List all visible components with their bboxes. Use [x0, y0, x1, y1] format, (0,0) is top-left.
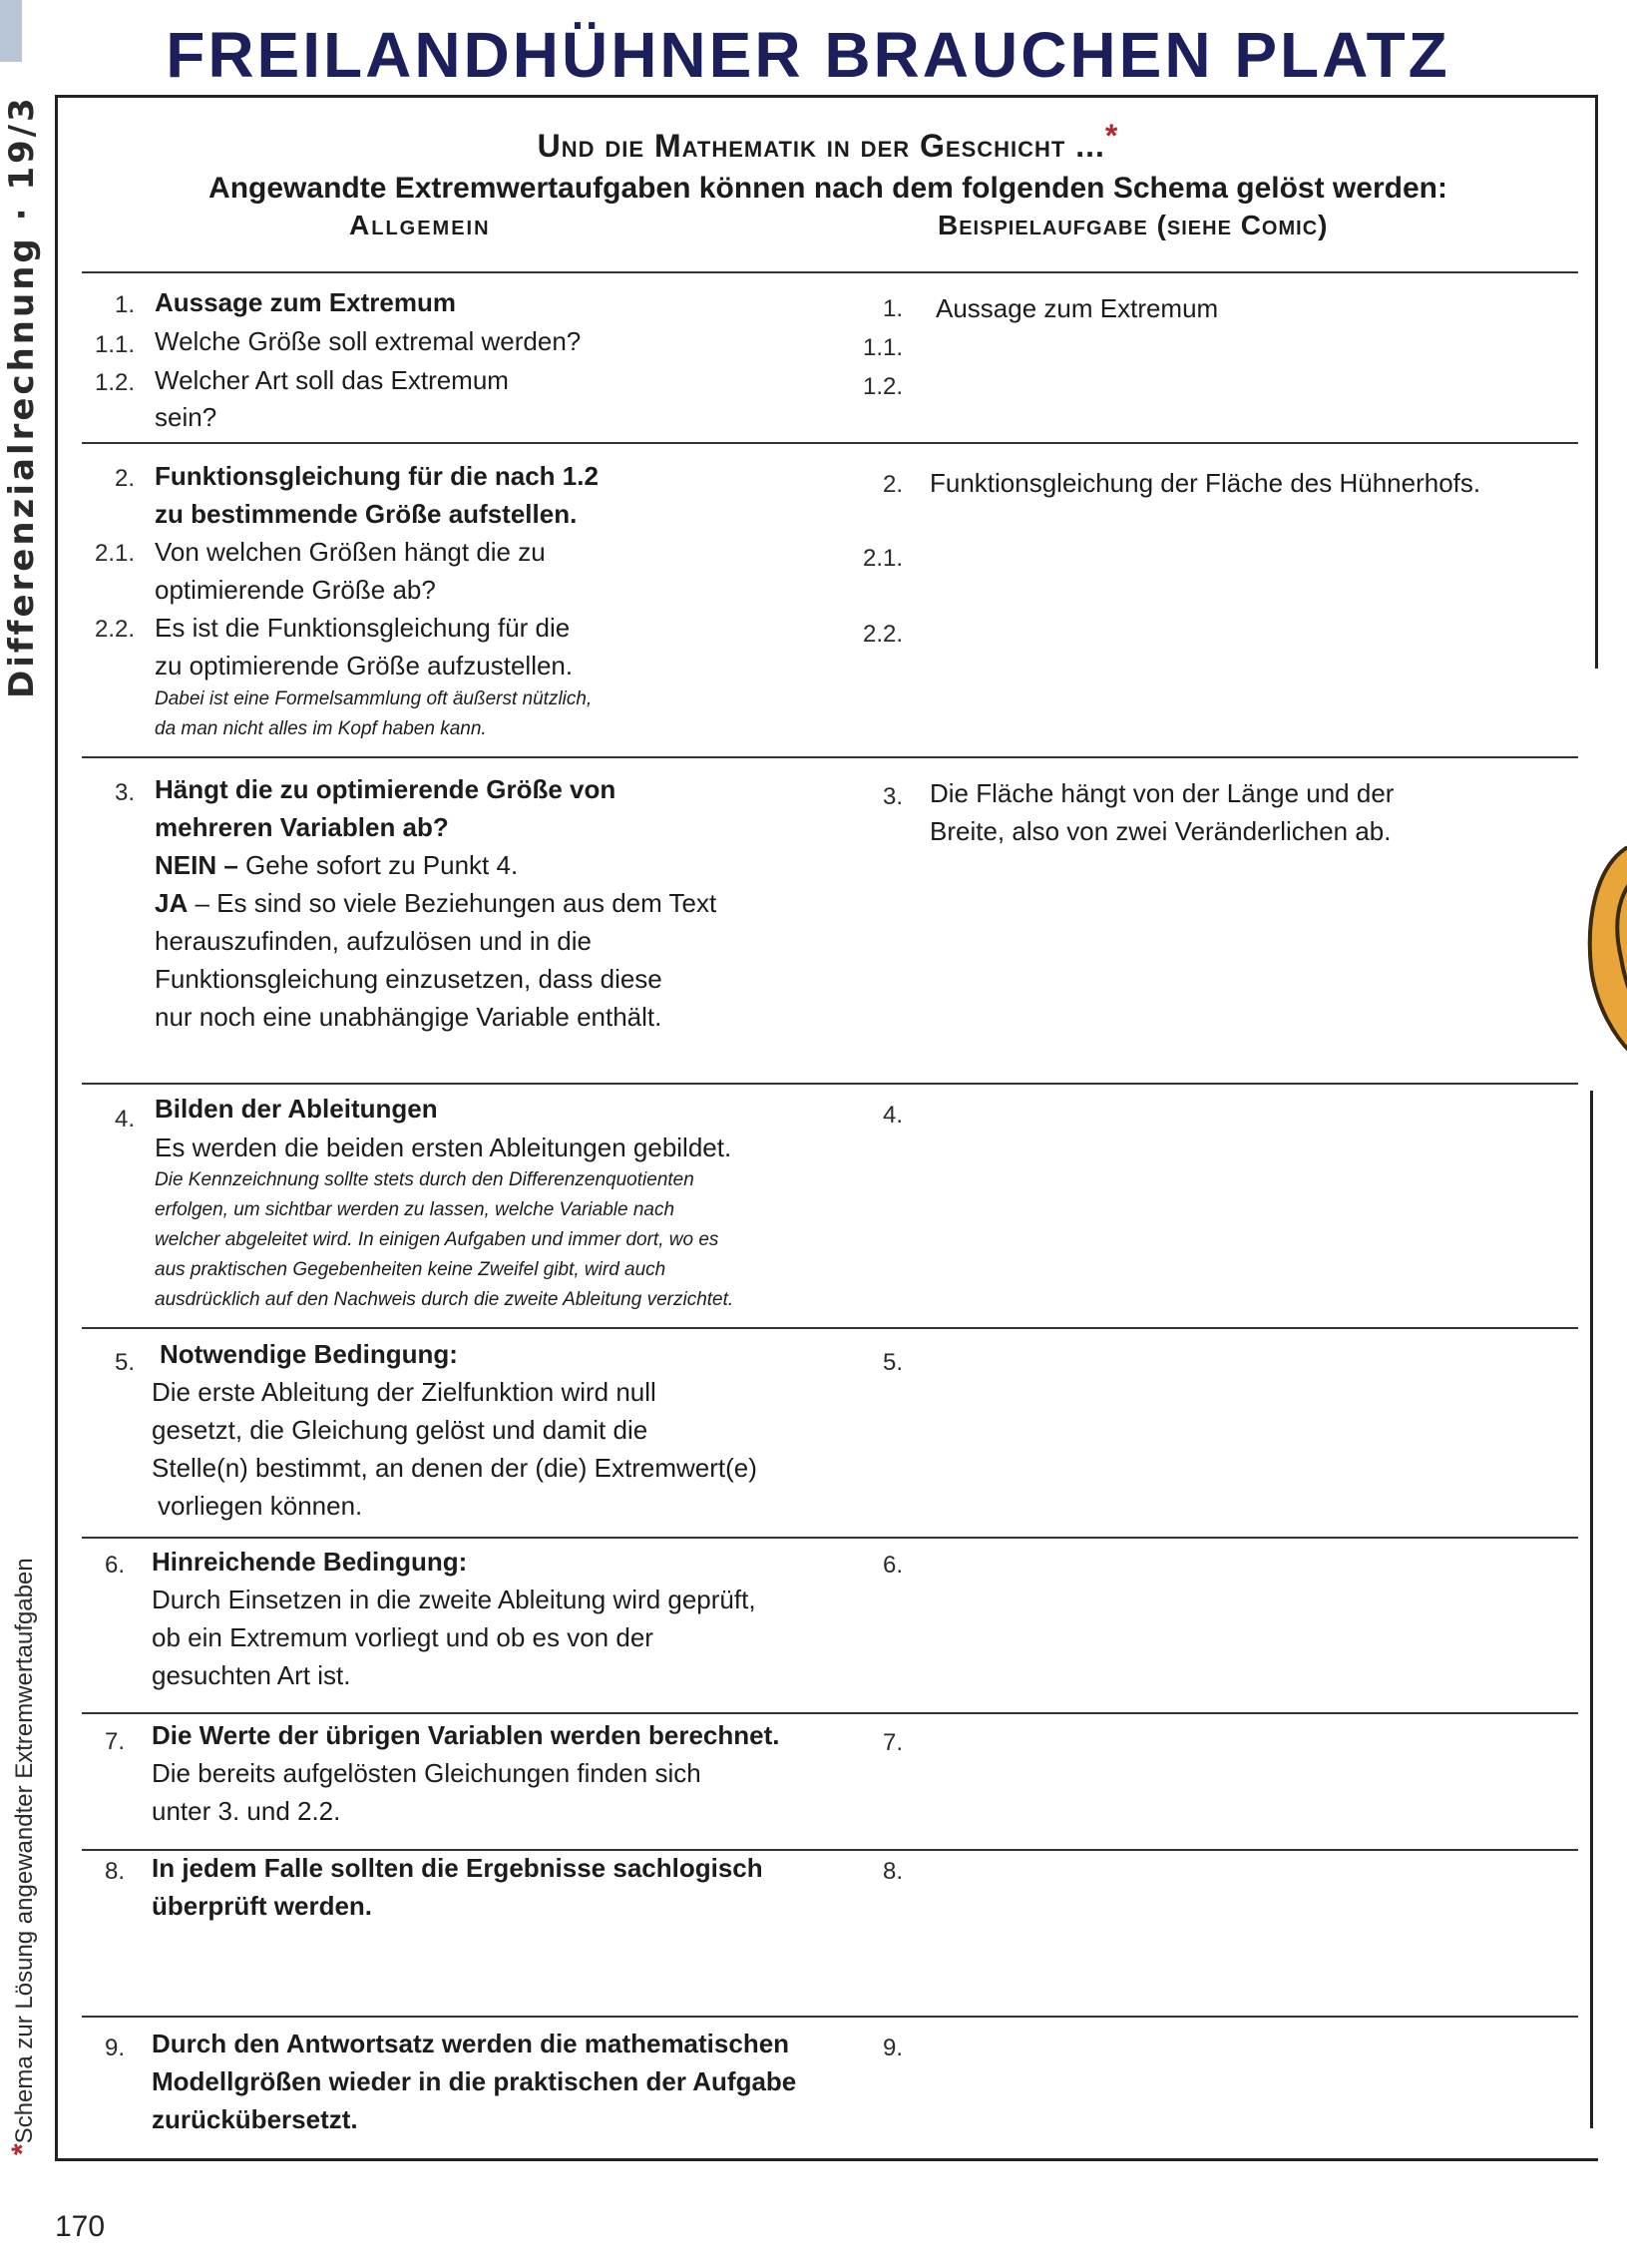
divider — [82, 271, 1578, 273]
frame-top — [55, 95, 1598, 98]
step-note: da man nicht alles im Kopf haben kann. — [155, 718, 487, 739]
frame-bottom — [55, 2158, 1598, 2161]
divider — [82, 756, 1578, 758]
step-note: Dabei ist eine Formelsammlung oft äußerst nützlich, — [155, 688, 593, 709]
side-footnote — [6, 1437, 39, 2155]
step-heading: Modellgrößen wieder in die praktischen der Aufgabe — [152, 2066, 797, 2096]
divider — [82, 442, 1578, 444]
step-heading: Durch den Antwortsatz werden die mathematischen — [152, 2029, 790, 2058]
step-heading: überprüft werden. — [152, 1891, 373, 1921]
no-label: NEIN – — [155, 850, 238, 880]
step-number: 9. — [104, 2035, 125, 2061]
step-heading: Die Werte der übrigen Variablen werden berechnet. — [152, 1720, 780, 1750]
example-number: 5. — [882, 1349, 903, 1376]
step-text: sein? — [155, 402, 217, 432]
step-number: 2. — [114, 465, 135, 492]
divider — [82, 1083, 1578, 1085]
example-text: Breite, also von zwei Veränderlichen ab. — [930, 816, 1392, 846]
step-heading: In jedem Falle sollten die Ergebnisse sachlogisch — [152, 1853, 763, 1883]
column-header-example: Beispielaufgabe (siehe Comic) — [938, 210, 1329, 240]
step-text: zu optimierende Größe aufzustellen. — [155, 651, 574, 680]
step-text: Welcher Art soll das Extremum — [155, 365, 509, 395]
step-note: welcher abgeleitet wird. In einigen Aufgaben und immer dort, wo es — [155, 1229, 719, 1250]
example-text: Aussage zum Extremum — [936, 293, 1219, 323]
example-number: 9. — [882, 2035, 903, 2061]
step-text: vorliegen können. — [158, 1491, 363, 1521]
step-number: 4. — [114, 1106, 135, 1133]
step-text: unter 3. und 2.2. — [152, 1796, 341, 1826]
example-text: Funktionsgleichung der Fläche des Hühnerhofs. — [930, 468, 1481, 498]
example-number: 1. — [882, 295, 903, 322]
step-text: Welche Größe soll extremal werden? — [155, 326, 582, 356]
example-number: 3. — [882, 783, 903, 810]
step-text — [155, 884, 716, 922]
example-number: 2.1. — [862, 545, 903, 572]
step-number: 6. — [104, 1552, 125, 1579]
step-heading: mehreren Variablen ab? — [155, 812, 449, 842]
step-heading: Funktionsgleichung für die nach 1.2 — [155, 461, 599, 491]
step-text: Es ist die Funktionsgleichung für die — [155, 613, 571, 643]
comic-fragment-illustration — [1586, 838, 1627, 1058]
box-subheading: Angewandte Extremwertaufgaben können nach dem folgenden Schema gelöst werden: — [208, 172, 1447, 205]
page-title: FREILANDHÜHNER BRAUCHEN PLATZ — [166, 19, 1450, 91]
divider — [82, 2016, 1578, 2018]
step-text: Funktionsgleichung einzusetzen, dass diese — [155, 964, 662, 994]
example-number: 4. — [882, 1102, 903, 1129]
step-note: erfolgen, um sichtbar werden zu lassen, welche Variable nach — [155, 1199, 675, 1220]
step-number: 2.1. — [94, 540, 135, 567]
divider — [82, 1537, 1578, 1539]
divider — [82, 1712, 1578, 1714]
side-chapter-label: Differenzialrechnung · 19/3 — [2, 95, 42, 698]
step-text: ob ein Extremum vorliegt und ob es von der — [152, 1622, 653, 1652]
step-text: Stelle(n) bestimmt, an denen der (die) Extremwert(e) — [152, 1453, 757, 1483]
step-heading: Bilden der Ableitungen — [155, 1094, 438, 1124]
corner-tab — [0, 0, 22, 62]
heading-star: * — [1104, 118, 1119, 154]
example-number: 7. — [882, 1729, 903, 1756]
example-number: 1.1. — [862, 334, 903, 361]
step-number: 1.1. — [94, 331, 135, 358]
step-text: Von welchen Größen hängt die zu — [155, 537, 546, 567]
example-number: 8. — [882, 1858, 903, 1885]
step-text: nur noch eine unabhängige Variable enthält. — [155, 1002, 662, 1032]
step-note: Die Kennzeichnung sollte stets durch den Differenzenquotienten — [155, 1169, 694, 1190]
page-number: 170 — [55, 2210, 106, 2243]
box-heading-text: Und die Mathematik in der Geschicht ... — [537, 128, 1105, 164]
step-text: Durch Einsetzen in die zweite Ableitung wird geprüft, — [152, 1585, 756, 1614]
step-note: aus praktischen Gegebenheiten keine Zweifel gibt, wird auch — [155, 1259, 666, 1280]
step-heading: Aussage zum Extremum — [155, 287, 456, 317]
step-number: 5. — [114, 1349, 135, 1376]
step-number: 7. — [104, 1728, 125, 1755]
yes-label: JA — [155, 888, 189, 918]
step-text — [155, 846, 518, 884]
step-heading: zu bestimmende Größe aufstellen. — [155, 499, 578, 529]
step-text: gesetzt, die Gleichung gelöst und damit die — [152, 1415, 648, 1445]
divider — [82, 1327, 1578, 1329]
step-text: herauszufinden, aufzulösen und in die — [155, 926, 592, 956]
footnote-star: * — [6, 2143, 39, 2155]
step-text: gesuchten Art ist. — [152, 1660, 351, 1690]
example-number: 1.2. — [862, 373, 903, 400]
example-number: 2.2. — [862, 621, 903, 648]
frame-left — [55, 95, 58, 2160]
step-number: 3. — [114, 779, 135, 806]
frame-right-lower — [1590, 1091, 1593, 2128]
step-text: Die bereits aufgelösten Gleichungen finden sich — [152, 1758, 701, 1788]
box-heading — [60, 118, 1596, 165]
step-heading: zurückübersetzt. — [152, 2104, 358, 2134]
no-text: Gehe sofort zu Punkt 4. — [237, 850, 519, 880]
yes-text: – Es sind so viele Beziehungen aus dem Text — [188, 888, 717, 918]
step-number: 8. — [104, 1858, 125, 1885]
step-text: Es werden die beiden ersten Ableitungen gebildet. — [155, 1133, 732, 1162]
step-heading: Hängt die zu optimierende Größe von — [155, 774, 616, 804]
example-number: 6. — [882, 1552, 903, 1579]
step-text: optimierende Größe ab? — [155, 575, 436, 605]
step-text: Die erste Ableitung der Zielfunktion wird null — [152, 1377, 656, 1407]
step-note: ausdrücklich auf den Nachweis durch die zweite Ableitung verzichtet. — [155, 1289, 734, 1310]
footnote-text: Schema zur Lösung angewandter Extremwertaufgaben — [11, 1558, 38, 2144]
step-heading: Hinreichende Bedingung: — [152, 1547, 468, 1577]
step-number: 2.2. — [94, 616, 135, 643]
column-header-general: Allgemein — [349, 210, 491, 240]
step-heading: Notwendige Bedingung: — [160, 1339, 458, 1369]
example-text: Die Fläche hängt von der Länge und der — [930, 778, 1395, 808]
step-number: 1.2. — [94, 369, 135, 396]
example-number: 2. — [882, 471, 903, 498]
step-number: 1. — [114, 291, 135, 318]
